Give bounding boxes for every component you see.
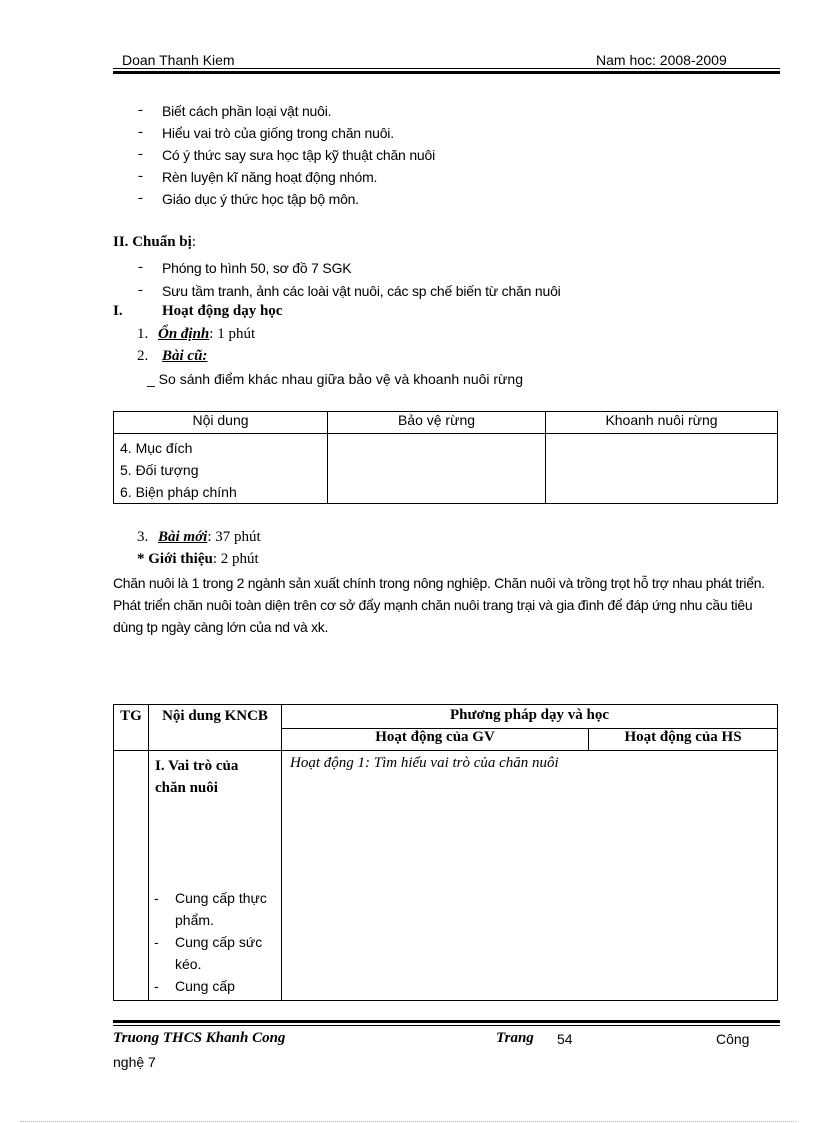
- step-2: 2. Bài cũ:: [137, 348, 208, 364]
- table-row: 6. Biện pháp chính: [120, 484, 237, 500]
- step-1: 1. Ổn định: 1 phút: [137, 326, 256, 342]
- header-school-year: Nam hoc: 2008-2009: [596, 52, 727, 68]
- table-row: 5. Đối tượng: [120, 462, 199, 478]
- compare-table: [113, 411, 778, 504]
- list-bullet: -: [138, 102, 143, 118]
- footer-school: Truong THCS Khanh Cong: [113, 1030, 286, 1046]
- footer-rule-thick: [113, 1020, 780, 1023]
- list-item: Biết cách phần loại vật nuôi.: [162, 103, 332, 119]
- footer-rule-thin: [113, 1025, 780, 1026]
- table-header: Bảo vệ rừng: [328, 412, 546, 434]
- list-item: Phóng to hình 50, sơ đồ 7 SGK: [162, 260, 352, 276]
- list-bullet: -: [138, 146, 143, 162]
- footer-subject-cont: nghệ 7: [113, 1054, 156, 1070]
- list-item: Rèn luyện kĩ năng hoạt động nhóm.: [162, 169, 378, 185]
- step-3: 3. Bài mới: 37 phút: [137, 529, 261, 545]
- page-edge-dotted-line: [20, 1121, 796, 1122]
- list-item: Hiểu vai trò của giống trong chăn nuôi.: [162, 125, 394, 141]
- list-bullet: -: [138, 282, 143, 298]
- table-cell: [114, 434, 328, 504]
- header-rule-thick: [113, 71, 780, 74]
- list-item: Giáo dục ý thức học tập bộ môn.: [162, 191, 359, 207]
- table-header: Khoanh nuôi rừng: [546, 412, 778, 434]
- table-header: Hoạt động của HS: [589, 729, 778, 751]
- bullets: [149, 887, 277, 997]
- section-activities-title: Hoạt động dạy học: [162, 303, 283, 319]
- list-item: Có ý thức say sưa học tập kỹ thuật chăn nuôi: [162, 147, 435, 163]
- header-author: Doan Thanh Kiem: [122, 52, 235, 68]
- table-header: Nội dung: [114, 412, 328, 434]
- lesson-table: [113, 704, 778, 1001]
- section-title: I. Vai trò của chăn nuôi: [155, 758, 239, 796]
- header-rule-thin: [113, 68, 780, 69]
- table-header: Nội dung KNCB: [149, 705, 282, 751]
- table-cell: [149, 751, 282, 1001]
- list-item: Sưu tầm tranh, ảnh các loài vật nuôi, các sp chế biến từ chăn nuôi: [162, 283, 561, 299]
- table-header: Hoạt động của GV: [282, 729, 589, 751]
- list-bullet: -: [138, 168, 143, 184]
- table-header: Phương pháp dạy và học: [282, 705, 778, 729]
- footer-page-label: Trang: [496, 1030, 534, 1046]
- section-activities-num: I.: [113, 303, 123, 319]
- list-item: - Cung cấp thực phẩm.: [154, 890, 267, 928]
- intro-paragraph: Chăn nuôi là 1 trong 2 ngành sản xuất chính trong nông nghiệp. Chăn nuôi và trồng trọt hỗ trợ nhau phát triển. Phát triển chăn nuôi toàn diện trên cơ sở đẩy mạnh chăn nuôi trang trại và gia đình để đáp ứng nhu cầu tiêu dùng tp ngày càng lớn của nd và xk.: [113, 575, 765, 635]
- footer-page-number: 54: [557, 1031, 573, 1047]
- table-header: TG: [114, 705, 149, 751]
- old-question: _ So sánh điểm khác nhau giữa bảo vệ và khoanh nuôi rừng: [147, 371, 523, 387]
- list-item: - Cung cấp sức kéo.: [154, 934, 263, 972]
- section-preparation-title: II. Chuẩn bị:: [113, 234, 196, 250]
- table-cell: [114, 751, 149, 1001]
- table-cell: Hoạt động 1: Tìm hiểu vai trò của chăn nuôi: [282, 751, 778, 1001]
- table-cell: [328, 434, 546, 504]
- footer-subject: Công: [716, 1031, 750, 1047]
- list-bullet: -: [138, 190, 143, 206]
- table-row: 4. Mục đích: [120, 440, 193, 456]
- table-cell: [546, 434, 778, 504]
- list-bullet: -: [138, 124, 143, 140]
- list-item: - Cung cấp: [154, 978, 235, 994]
- intro-heading: * Giới thiệu: 2 phút: [137, 551, 259, 567]
- list-bullet: -: [138, 259, 143, 275]
